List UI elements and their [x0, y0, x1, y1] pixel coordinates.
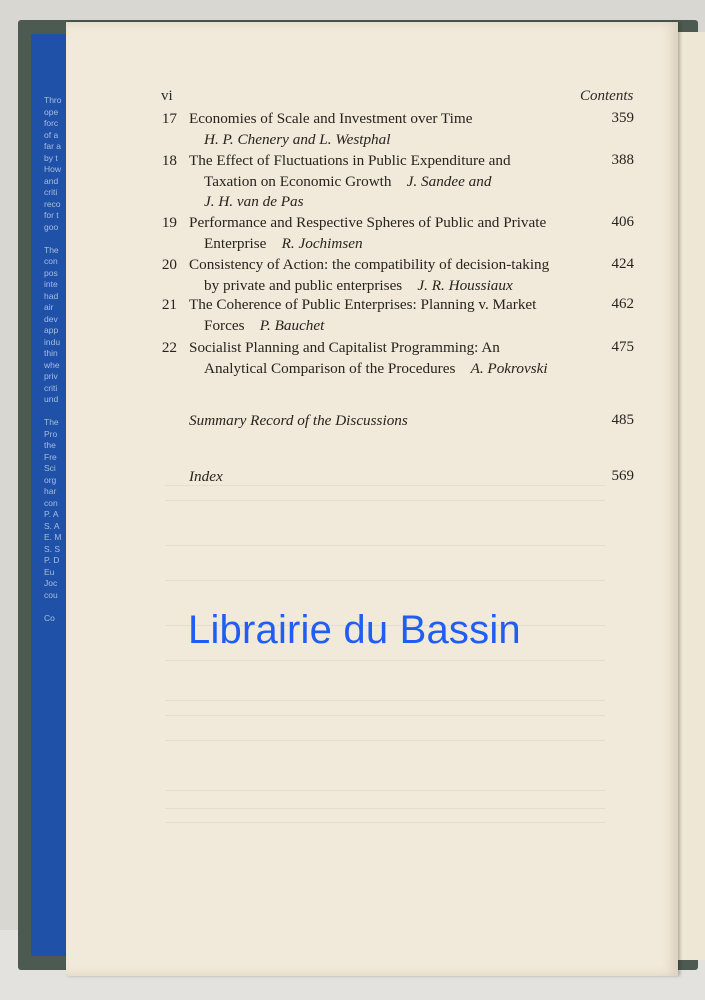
- jacket-text-line: and: [44, 175, 59, 186]
- chapter-title-line: [204, 173, 491, 191]
- jacket-text-line: by t: [44, 152, 58, 163]
- chapter-page-number: 359: [611, 110, 634, 126]
- chapter-title-text: Enterprise: [204, 234, 267, 252]
- chapter-author: R. Jochimsen: [281, 234, 363, 252]
- chapter-title-text: Performance and Respective Spheres of Public and Private: [189, 214, 547, 231]
- chapter-author: J. R. Houssiaux: [417, 276, 513, 294]
- show-through-line: [165, 625, 605, 626]
- jacket-text-line: criti: [44, 187, 58, 197]
- chapter-title-line: [189, 339, 500, 357]
- jacket-text-line: criti: [44, 382, 58, 393]
- jacket-text-line: S. A: [44, 520, 60, 531]
- jacket-text-line: Co: [44, 612, 55, 623]
- chapter-title-text: The Effect of Fluctuations in Public Expenditure and: [189, 152, 511, 169]
- chapter-title-text: by private and public enterprises: [204, 276, 403, 294]
- show-through-line: [165, 740, 605, 741]
- chapter-title-line: [204, 317, 324, 335]
- chapter-page-number: 475: [611, 339, 634, 355]
- jacket-text-line: S. S: [44, 543, 61, 554]
- chapter-author: H. P. Chenery and L. Westphal: [204, 130, 391, 148]
- chapter-title-text: Analytical Comparison of the Procedures: [204, 359, 456, 377]
- section-title: Index: [189, 468, 223, 485]
- chapter-number: 22: [161, 339, 177, 356]
- jacket-text-line: con: [44, 497, 58, 508]
- chapter-page-number: 388: [611, 152, 634, 168]
- jacket-text-line: for t: [44, 210, 59, 220]
- jacket-text-line: Eu: [44, 566, 55, 577]
- show-through-line: [165, 485, 605, 486]
- section-title: Summary Record of the Discussions: [189, 412, 408, 429]
- show-through-line: [165, 580, 605, 581]
- chapter-page-number: 462: [611, 296, 634, 312]
- page-number-header: vi: [161, 88, 173, 104]
- jacket-text-line: had: [44, 290, 59, 301]
- jacket-text-line: How: [44, 164, 62, 174]
- jacket-text-line: Sci: [44, 463, 56, 473]
- chapter-title-line: [189, 152, 511, 170]
- chapter-title-text: Forces: [204, 316, 245, 334]
- chapter-author: J. H. van de Pas: [204, 193, 304, 210]
- show-through-line: [165, 545, 605, 546]
- jacket-text-line: und: [44, 394, 59, 404]
- jacket-text-line: Joc: [44, 578, 58, 588]
- section-page-number: 569: [611, 468, 634, 484]
- show-through-line: [165, 660, 605, 661]
- show-through-line: [165, 808, 605, 809]
- chapter-title-line: [189, 110, 472, 128]
- jacket-text-line: forc: [44, 118, 59, 128]
- chapter-title-line: [204, 235, 363, 253]
- show-through-line: [165, 790, 605, 791]
- chapter-title-line: [204, 277, 513, 295]
- jacket-text-line: E. M: [44, 532, 62, 542]
- jacket-text-line: P. A: [44, 509, 59, 519]
- show-through-line: [165, 822, 605, 823]
- show-through-line: [165, 715, 605, 716]
- chapter-page-number: 406: [611, 214, 634, 230]
- chapter-author: A. Pokrovski: [470, 359, 548, 377]
- chapter-number: 18: [161, 152, 177, 169]
- jacket-text-line: reco: [44, 198, 61, 209]
- watermark: Librairie du Bassin: [188, 608, 521, 652]
- chapter-title-line: [189, 296, 536, 314]
- jacket-text-line: goo: [44, 221, 59, 232]
- jacket-text-line: inte: [44, 279, 58, 289]
- jacket-text-line: con: [44, 256, 58, 266]
- chapter-title-line: [189, 214, 546, 232]
- chapter-title-text: The Coherence of Public Enterprises: Planning v. Market: [189, 296, 537, 313]
- show-through-line: [165, 700, 605, 701]
- jacket-text-line: pos: [44, 267, 58, 278]
- jacket-text-line: app: [44, 325, 59, 335]
- chapter-number: 17: [161, 110, 177, 127]
- jacket-text-line: cou: [44, 589, 58, 600]
- jacket-text-line: har: [44, 486, 57, 496]
- jacket-text-line: the: [44, 440, 56, 450]
- chapter-page-number: 424: [611, 256, 634, 272]
- jacket-text-line: ope: [44, 106, 59, 117]
- chapter-title-text: Socialist Planning and Capitalist Programming: An: [189, 339, 500, 356]
- chapter-title-text: Economies of Scale and Investment over Time: [189, 110, 473, 127]
- chapter-author: J. Sandee and: [406, 172, 492, 190]
- jacket-text-line: The: [44, 417, 59, 427]
- jacket-text-line: P. D: [44, 555, 60, 565]
- jacket-text-line: org: [44, 474, 57, 485]
- chapter-author: P. Bauchet: [259, 316, 325, 334]
- jacket-text-line: of a: [44, 129, 59, 140]
- chapter-title-text: Taxation on Economic Growth: [204, 172, 392, 190]
- chapter-title-text: Consistency of Action: the compatibility of decision-taking: [189, 256, 550, 273]
- section-page-number: 485: [611, 412, 634, 428]
- jacket-text-line: thin: [44, 348, 58, 358]
- chapter-title-line: [204, 360, 548, 378]
- running-head: Contents: [580, 88, 634, 104]
- jacket-text-line: indu: [44, 336, 61, 347]
- chapter-title-line: [204, 131, 390, 149]
- chapter-number: 21: [161, 296, 177, 313]
- jacket-text-line: priv: [44, 371, 58, 381]
- jacket-text-line: Fre: [44, 451, 57, 462]
- jacket-text-line: far a: [44, 141, 62, 151]
- jacket-text-line: air: [44, 302, 54, 312]
- jacket-text-line: Pro: [44, 428, 58, 439]
- chapter-number: 19: [161, 214, 177, 231]
- jacket-text-line: The: [44, 244, 59, 255]
- show-through-line: [165, 500, 605, 501]
- chapter-number: 20: [161, 256, 177, 273]
- chapter-title-line: [204, 193, 304, 211]
- jacket-text-line: whe: [44, 359, 60, 370]
- chapter-title-line: [189, 256, 549, 274]
- jacket-text-line: dev: [44, 313, 58, 324]
- jacket-text-line: Thro: [44, 95, 62, 105]
